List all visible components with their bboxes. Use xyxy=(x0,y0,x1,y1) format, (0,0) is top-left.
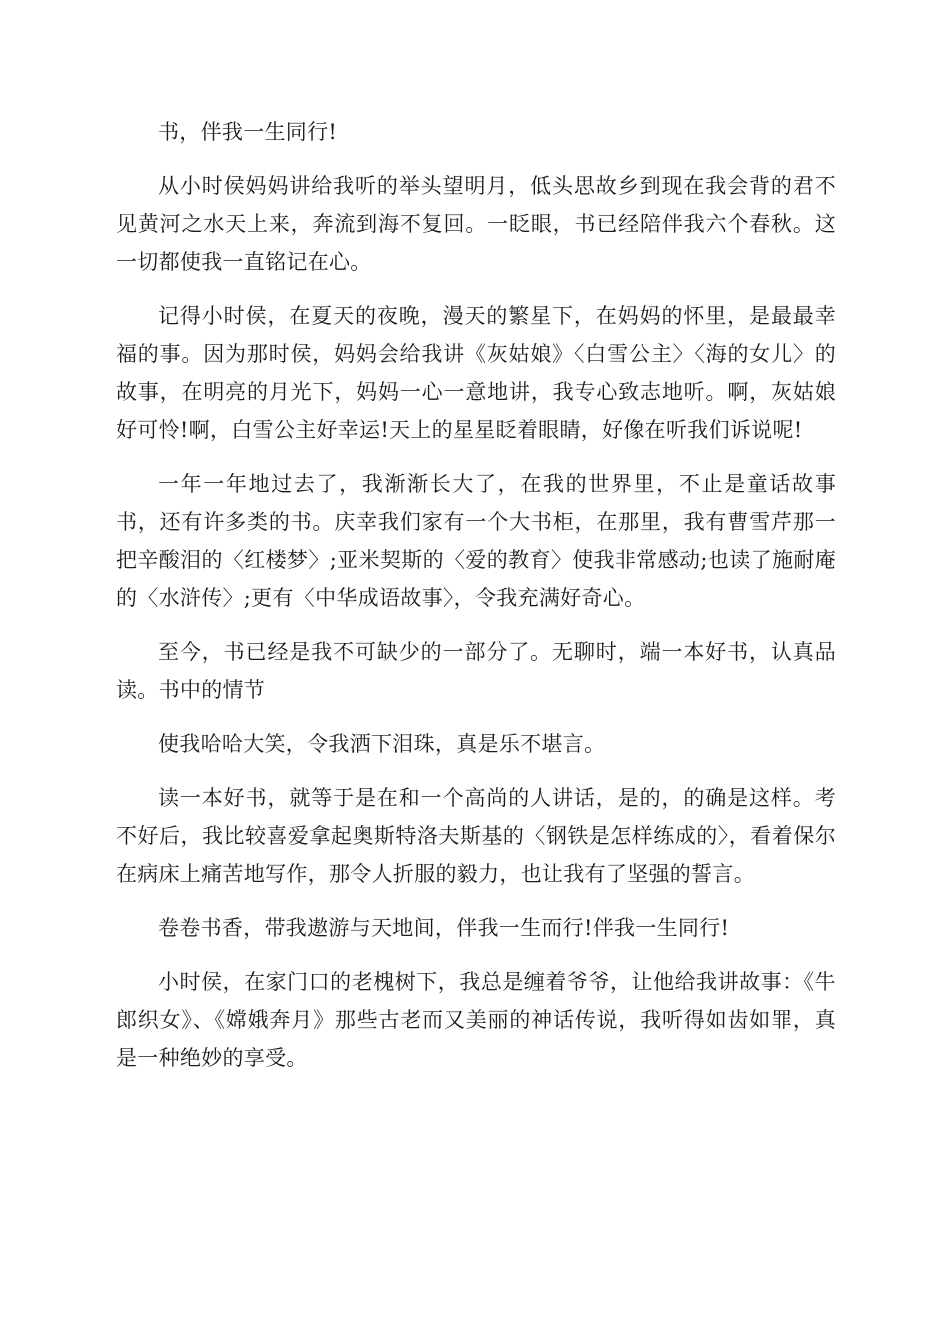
paragraph: 小时侯，在家门口的老槐树下，我总是缠着爷爷，让他给我讲故事：《牛郎织女》、《嫦娥奔月》那些古老而又美丽的神话传说，我听得如齿如罪，真是一种绝妙的享受。 xyxy=(116,970,836,1070)
paragraph: 记得小时侯，在夏天的夜晚，漫天的繁星下，在妈妈的怀里，是最最幸福的事。因为那时侯，妈妈会给我讲《灰姑娘》〈白雪公主〉〈海的女儿〉的故事，在明亮的月光下，妈妈一心一意地讲，我专心致志地听。啊，灰姑娘好可怜!啊，白雪公主好幸运!天上的星星眨着眼睛，好像在听我们诉说呢! xyxy=(116,304,836,442)
document-body xyxy=(116,113,836,1093)
paragraph: 读一本好书，就等于是在和一个高尚的人讲话，是的，的确是这样。考不好后，我比较喜爱拿起奥斯特洛夫斯基的〈钢铁是怎样练成的〉，看着保尔在病床上痛苦地写作，那令人折服的毅力，也让我有了坚强的誓言。 xyxy=(116,786,836,886)
paragraph: 从小时侯妈妈讲给我听的举头望明月，低头思故乡到现在我会背的君不见黄河之水天上来，奔流到海不复回。一眨眼，书已经陪伴我六个春秋。这一切都使我一直铭记在心。 xyxy=(116,174,836,274)
paragraph: 一年一年地过去了，我渐渐长大了，在我的世界里，不止是童话故事书，还有许多类的书。庆幸我们家有一个大书柜，在那里，我有曹雪芹那一把辛酸泪的〈红楼梦〉;亚米契斯的〈爱的教育〉使我非常感动;也读了施耐庵的〈水浒传〉;更有〈中华成语故事〉，令我充满好奇心。 xyxy=(116,472,836,610)
paragraph: 至今，书已经是我不可缺少的一部分了。无聊时，端一本好书，认真品读。书中的情节 xyxy=(116,640,836,702)
paragraph: 卷卷书香，带我遨游与天地间，伴我一生而行!伴我一生同行! xyxy=(158,916,730,940)
paragraph: 书，伴我一生同行! xyxy=(158,120,338,144)
paragraph: 使我哈哈大笑，令我洒下泪珠，真是乐不堪言。 xyxy=(158,732,606,756)
